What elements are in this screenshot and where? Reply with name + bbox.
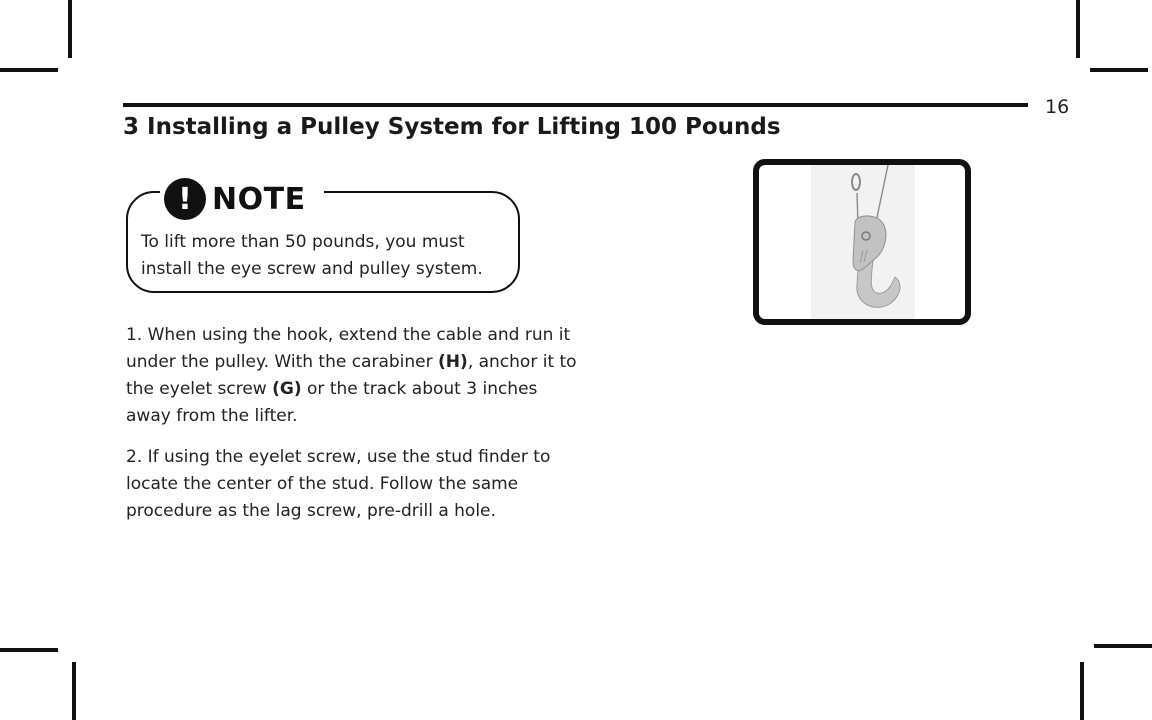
step-1-text-c: or the track about 3 inches away from the lifter.	[126, 379, 538, 426]
page-title: 3 Installing a Pulley System for Lifting 100 Pounds	[123, 114, 781, 140]
step-1	[126, 322, 586, 430]
exclamation-icon: !	[164, 178, 206, 220]
crop-mark-top-left-horizontal	[0, 68, 58, 72]
crop-mark-bottom-left-vertical	[72, 662, 76, 720]
page-number: 16	[1045, 96, 1070, 118]
crop-mark-top-left-vertical	[68, 0, 72, 58]
crop-mark-bottom-right-vertical	[1080, 662, 1084, 720]
pulley-with-hook-illustration	[759, 165, 965, 319]
crop-mark-top-right-horizontal	[1090, 68, 1148, 72]
step-1-ref-g: (G)	[272, 379, 302, 399]
header-rule	[123, 103, 1028, 107]
crop-mark-bottom-right-horizontal	[1094, 644, 1152, 648]
crop-mark-top-right-vertical	[1076, 0, 1080, 58]
step-1-ref-h: (H)	[438, 352, 468, 372]
step-1-text-b: , anchor it to the eyelet screw	[126, 352, 577, 399]
note-title: NOTE	[212, 181, 306, 217]
crop-mark-bottom-left-horizontal	[0, 648, 58, 652]
step-1-text-a: 1. When using the hook, extend the cable and run it under the pulley. With the carabiner	[126, 325, 571, 372]
pulley-illustration-frame	[753, 159, 971, 325]
step-2: 2. If using the eyelet screw, use the stud finder to locate the center of the stud. Follow the same procedure as the lag screw, pre-drill a hole.	[126, 447, 551, 521]
note-header	[160, 176, 324, 222]
note-text: To lift more than 50 pounds, you must install the eye screw and pulley system.	[141, 232, 483, 279]
